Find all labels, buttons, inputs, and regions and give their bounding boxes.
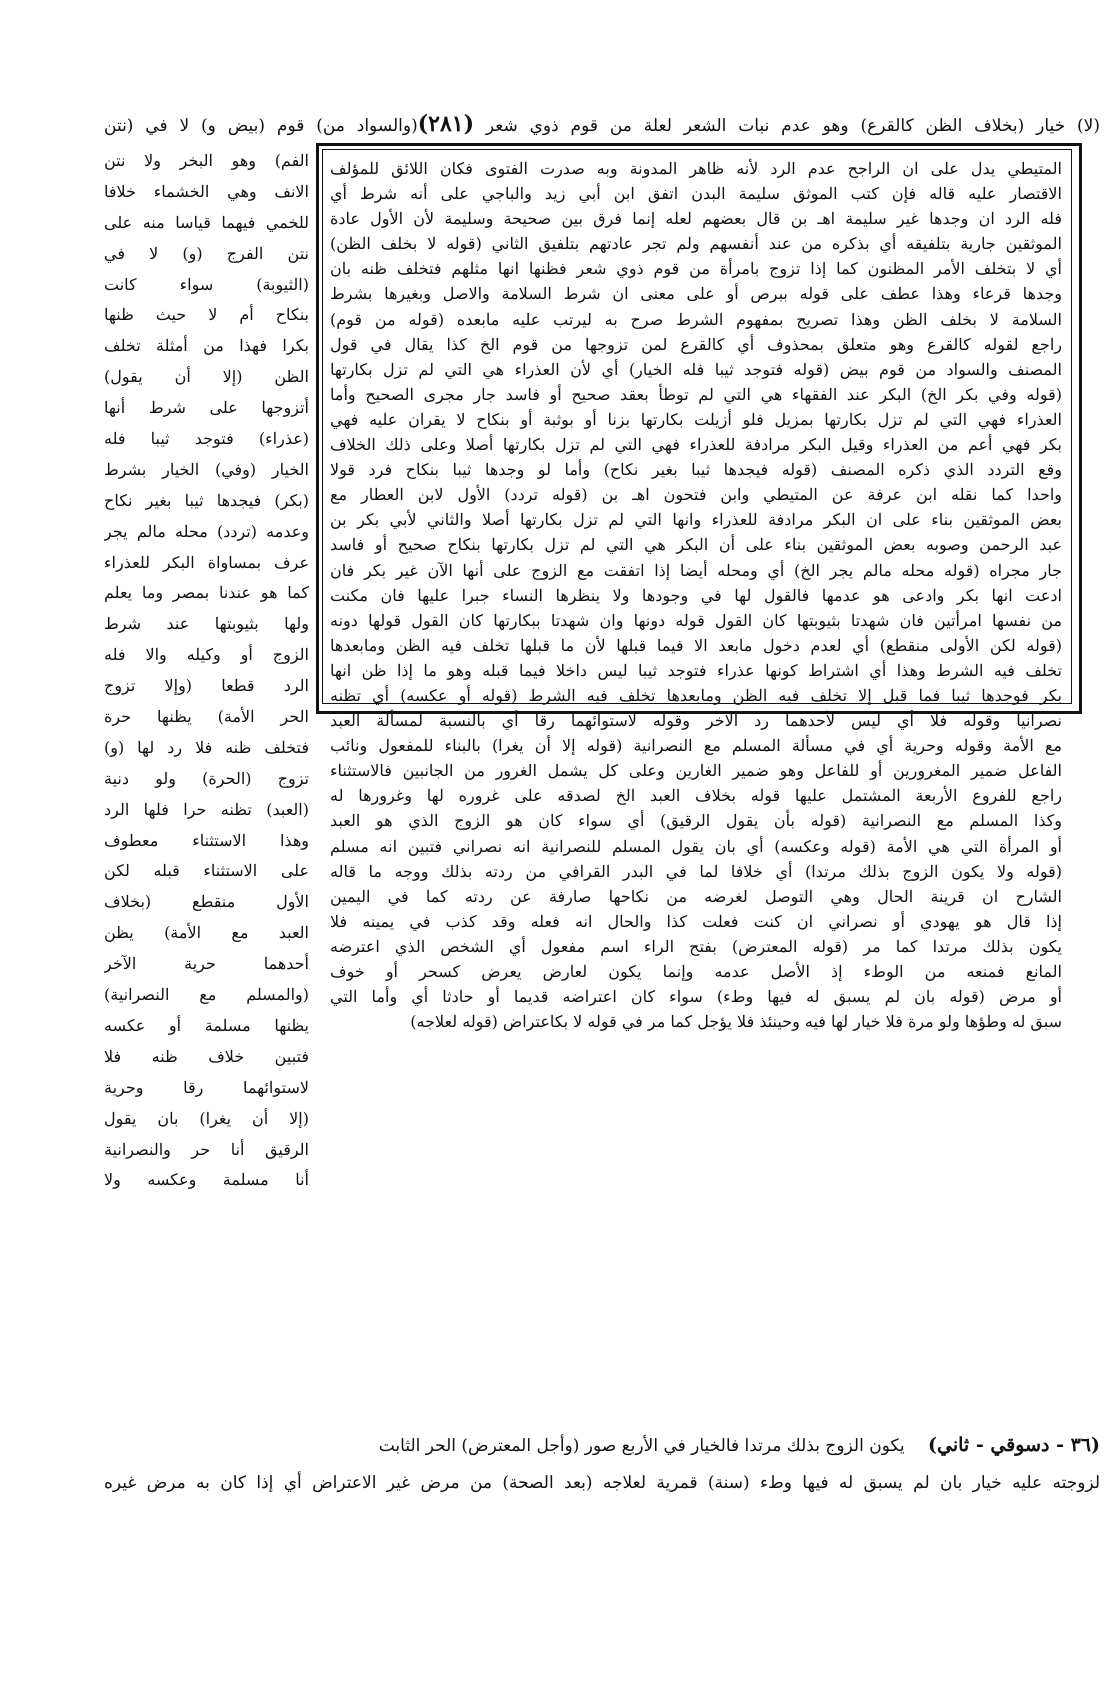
side-column-line: الخيار (وفي) الخيار بشرط bbox=[104, 459, 309, 479]
commentary-line: الفاعل ضمير المغرورين أو للفاعل وهو ضمير الغارين وعلى كل يشمل الغرور من الجانبين فالاستثناء bbox=[330, 761, 1062, 781]
commentary-line: ادعت انها بكر وادعى هو عدمها فالقول لها في وجودها ولا ينظرها النساء جبرا عليها فان مكنت bbox=[330, 585, 1062, 605]
commentary-line: (قوله وفي بكر الخ) البكر عند الفقهاء هي التي لم توطأ بعقد صحيح أو فاسد جار مجرى الصحيح وأما bbox=[330, 384, 1062, 404]
commentary-line: المصنف والسواد من قوم بيض (قوله فتوجد ثيبا فله الخيار) أي لأن العذراء هي التي لم تزل بكارتها bbox=[330, 359, 1062, 379]
side-column-line: (عذراء) فتوجد ثيبا فله bbox=[104, 429, 309, 449]
commentary-line: عبد الرحمن وصوبه بعض الموثقين بناء على أن البكر هي التي لم تزل بكارتها بنكاح صحيح أو فاسد bbox=[330, 535, 1062, 555]
side-column-line: بكرا فهذا من أمثلة تخلف bbox=[104, 336, 309, 356]
commentary-line: فله الرد ان وجدها غير سليمة اهـ بن قال بعضهم لعله إنما فرق بين صحيحة وسليمة لأن الأول عادة bbox=[330, 209, 1062, 229]
side-column-line: الظن (إلا أن يقول) bbox=[104, 367, 309, 387]
commentary-line: راجع للفروع الأربعة المشتمل عليها قوله بخلاف العبد الخ لصدقه على غروره لها وغرورها له bbox=[330, 786, 1062, 806]
side-column-line: فتبين خلاف ظنه فلا bbox=[104, 1046, 309, 1066]
commentary-line: العذراء فهي التي لم تزل بكارتها بمزيل فلو أزيلت بكارتها بزنا أو بوثبة أو بنكاح لا يقران عليه فهي bbox=[330, 409, 1062, 429]
commentary-line: بعض الموثقين بناء على ان البكر مرادفة للعذراء وانها التي لم تزل بكارتها أصلا والثاني لأبي بكر بن bbox=[330, 510, 1062, 530]
commentary-line: الاقتصار عليه قاله فإن كتب الموثق سليمة البدن اتفق ابن أبي زيد والباجي على أنه شرط أي bbox=[330, 184, 1062, 204]
running-header bbox=[104, 104, 1100, 144]
side-column-line: أنا مسلمة وعكسه ولا bbox=[104, 1170, 309, 1190]
side-column-line: لاستوائهما رقا وحرية bbox=[104, 1077, 309, 1097]
commentary-line: أو مرض (قوله بان لم يسبق له فيها وطء) سواء كان اعتراضه قديما أو حادثا أي وأما التي bbox=[330, 987, 1062, 1007]
side-column-line: يظنها مسلمة أو عكسه bbox=[104, 1015, 309, 1035]
commentary-line: المانع فمنعه من الوطء إذ الأصل عدمه وإنما يكون لعارض يعرض كسحر أو خوف bbox=[330, 962, 1062, 981]
commentary-line: (قوله لكن الأولى منقطع) أي لعدم دخول مابعد الا فيما قبلها لأن ما قبلها تخلف فيه الظن ومابعدها bbox=[330, 635, 1062, 655]
commentary-line: راجع لقوله كالقرع وهو متعلق بمحذوف أي كالقرع لمن تزوجها من قوم الخ كذا يقال في قول bbox=[330, 334, 1062, 354]
commentary-line: أي لا بتخلف الأمر المظنون كما إذا تزوج بامرأة من قوم ذوي شعر فظنها انها مثلهم فتخلف ظنه بان bbox=[330, 259, 1062, 279]
side-column-line: للخمي فيهما قياسا منه على bbox=[104, 212, 309, 232]
footer-line-2: لزوجته عليه خيار بان لم يسبق له فيها وطء (سنة) قمرية لعلاجه (بعد الصحة) من مرض غير الاعتراض أي إذا كان به مرض غيره bbox=[104, 1473, 1100, 1493]
commentary-line: سبق له وطؤها ولو مرة فلا خيار لها فيه وحينئذ فلا يؤجل كما مر في قوله لا بكاعتراض (قوله لعلاجه) bbox=[410, 1012, 1062, 1032]
commentary-line: السلامة لا بخلف الظن وهذا تصريح بمفهوم الشرط صرح به ليرتب عليه مابعده (قوله من قوم) bbox=[330, 309, 1062, 329]
commentary-line: بكر فوجدها ثيبا فما قبل إلا تخلف فيه الظن ومابعدها تخلف فيه الشرط (قوله أو عكسه) أي تظنه bbox=[330, 685, 1062, 705]
header-text-part: (والسواد من) قوم (بيض و) لا في (نتن bbox=[104, 116, 418, 136]
side-column-line: العبد مع الأمة) يظن bbox=[104, 923, 309, 943]
footer-line-1-text: يكون الزوج بذلك مرتدا فالخيار في الأربع صور (وأجل المعترض) الحر الثابت bbox=[378, 1436, 905, 1456]
side-column-line: نتن الفرج (و) لا في bbox=[104, 243, 309, 263]
page-number: (٢٨١) bbox=[417, 111, 475, 137]
side-column-line: (إلا أن يغرا) بان يقول bbox=[104, 1108, 309, 1128]
commentary-line: مع الأمة وقوله وحرية أي في مسألة المسلم مع النصرانية (قوله إلا أن يغرا) بالبناء للمفعول ونائب bbox=[330, 736, 1062, 756]
commentary-line: يكون بذلك مرتدا كما مر (قوله المعترض) بفتح الراء اسم مفعول أي الشخص الذي اعترضه bbox=[330, 936, 1062, 956]
commentary-line: بكر فهي أعم من العذراء وقيل البكر مرادفة للعذراء فهي التي لم تزل بكارتها أصلا وعلى ذلك الخلاف bbox=[330, 435, 1062, 455]
side-column-line: فتخلف ظنه فلا رد لها (و) bbox=[104, 737, 309, 757]
commentary-line: من نفسها امرأتين فان شهدتا بثيوبتها كان القول قوله دونها وان شهدتا ببكارتها كان القول قولها دونه bbox=[330, 610, 1062, 630]
side-column-line: بنكاح أم لا حيث ظنها bbox=[104, 305, 309, 325]
side-column-line: أحدهما حرية الآخر bbox=[104, 954, 309, 974]
commentary-line: المتيطي يدل على ان الراجح عدم الرد لأنه ظاهر المدونة وبه صدرت الفتوى فكان اللائق للمؤلف bbox=[330, 159, 1062, 178]
signature-mark: (٣٦ - دسوقي - ثاني) bbox=[928, 1434, 1100, 1456]
commentary-line: الشارح ان قرينة الحال وهي التوصل لغرضه من نكاحها صارفة عن ردته كما في اليمين bbox=[330, 886, 1062, 906]
commentary-line: أو المرأة التي هي الأمة (قوله وعكسه) أي بان يقول المسلم للنصرانية انه نصراني فتبين انه مسلم bbox=[330, 836, 1062, 856]
commentary-line: نصرانيا وقوله فلا أي ليس لأحدهما رد الآخر وقوله لاستوائهما رقا أي بالنسبة لمسألة العبد bbox=[330, 711, 1062, 731]
side-column-line: الانف وهي الخشماء خلافا bbox=[104, 181, 309, 201]
footer-line-1 bbox=[104, 1428, 1100, 1462]
side-column-line: (بكر) فيجدها ثيبا بغير نكاح bbox=[104, 490, 309, 510]
side-column-line: كما هو عندنا بمصر وما يعلم bbox=[104, 583, 309, 603]
commentary-line: إذا قال هو يهودي أو نصراني ان كنت فعلت كذا والحال انه فعله وقد كذب في يمينه فلا bbox=[330, 911, 1062, 931]
commentary-line: وكذا المسلم مع النصرانية (قوله بأن يقول الرقيق) أي سواء كان هو الزوج الذي هو العبد bbox=[330, 811, 1062, 831]
commentary-line: تخلف فيه الشرط وهذا أي اشتراط كونها عذراء فتوجد ثيبا ليس داخلا فيما قبله وهو ما إذا ظن انها bbox=[330, 660, 1062, 680]
side-column-line: الفم) وهو البخر ولا نتن bbox=[104, 151, 309, 170]
side-column-line: الزوج أو وكيله والا فله bbox=[104, 645, 309, 665]
side-column-line: الرقيق أنا حر والنصرانية bbox=[104, 1139, 309, 1159]
commentary-line: واحدا كما نقله ابن عرفة عن المتيطي وابن فتحون اهـ بن (قوله تردد) الأول لابن العطار مع bbox=[330, 485, 1062, 505]
commentary-line: الموثقين جارية بتلفيقه أي بذكره من عند أنفسهم ولم تجر عادتهم بتلفيق الثاني (قوله لا بخلف الظن) bbox=[330, 234, 1062, 254]
commentary-line: جار مجراه (قوله محله مالم يجر الخ) أي ومحله أيضا إذا اتفقت مع الزوج على أنها الآن غير بكر فان bbox=[330, 560, 1062, 580]
side-column-line: الأول منقطع (بخلاف bbox=[104, 892, 309, 912]
side-column-line: (والمسلم مع النصرانية) bbox=[104, 985, 309, 1005]
commentary-line: وقع التردد الذي ذكره المصنف (قوله فيجدها ثيبا بغير نكاح) وأما لو وجدها ثيبا بنكاح فرد قولا bbox=[330, 460, 1062, 480]
side-column-line: الحر الأمة) يظنها حرة bbox=[104, 707, 309, 727]
side-column-line: (الثيوبة) سواء كانت bbox=[104, 274, 309, 294]
header-text-right bbox=[104, 111, 1100, 137]
side-column-line: الرد قطعا (وإلا تزوج bbox=[104, 676, 309, 696]
side-column-line: وهذا الاستثناء معطوف bbox=[104, 830, 309, 850]
side-column-line: وعدمه (تردد) محله مالم يجر bbox=[104, 521, 309, 541]
side-column-line: على الاستثناء قبله لكن bbox=[104, 861, 309, 881]
commentary-line: (قوله ولا يكون الزوج بذلك مرتدا) أي خلافا لما في البدر القرافي من ردته بذلك ووجه ما قاله bbox=[330, 861, 1062, 881]
side-column-line: عرف بمساواة البكر للعذراء bbox=[104, 552, 309, 572]
side-column-line: أتزوجها على شرط أنها bbox=[104, 398, 309, 418]
side-column-line: (العبد) تظنه حرا فلها الرد bbox=[104, 799, 309, 819]
side-column-line: ولها بثيوبتها عند شرط bbox=[104, 614, 309, 634]
commentary-line: وجدها قرعاء وهذا عطف على قوله ببرص أو على معنى ان شرط السلامة والاصل وبغيرها بشرط bbox=[330, 284, 1062, 304]
side-column-line: تزوج (الحرة) ولو دنية bbox=[104, 768, 309, 788]
header-text-part: (لا) خيار (بخلاف الظن كالقرع) وهو عدم نبات الشعر لعلة من قوم ذوي شعر bbox=[474, 116, 1100, 136]
